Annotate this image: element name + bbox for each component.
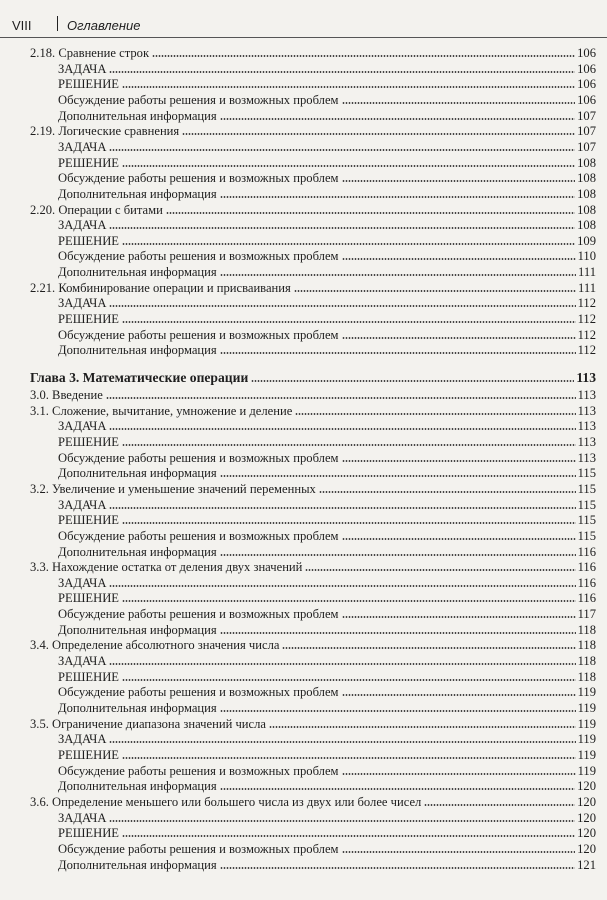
dot-leader: [294, 290, 576, 292]
toc-sub-entry: [58, 778, 600, 794]
toc-entry-label: 2.20. Операции с битами: [30, 202, 163, 217]
toc-sub-entry: [58, 311, 600, 327]
dot-leader: [342, 102, 575, 104]
toc-entry-label: ЗАДАЧА: [58, 139, 107, 154]
toc-entry-page: 115: [577, 466, 596, 481]
toc-entry-page: 108: [577, 171, 596, 186]
toc-entry-label: Обсуждение работы решения и возможных проблем: [58, 92, 339, 107]
dot-leader: [342, 337, 576, 339]
toc-entry-page: 106: [577, 46, 596, 60]
page-number: VIII: [12, 18, 32, 33]
dot-leader: [342, 258, 576, 260]
toc-entry-page: 116: [577, 575, 596, 590]
toc-sub-entry: [58, 857, 600, 873]
toc-sub-entry: [58, 418, 600, 434]
toc-entry-page: 119: [577, 701, 596, 715]
dot-leader: [109, 149, 575, 151]
dot-leader: [109, 585, 576, 587]
toc-entry-label: Обсуждение работы решения и возможных проблем: [58, 528, 339, 543]
dot-leader: [122, 444, 576, 446]
toc-section-entry: [30, 794, 600, 810]
toc-entry-page: 112: [577, 312, 596, 327]
toc-section-entry: [30, 202, 600, 218]
toc-entry-page: 111: [578, 280, 596, 295]
toc-entry-page: 112: [577, 296, 596, 311]
toc-entry-label: РЕШЕНИЕ: [58, 312, 119, 327]
toc-entry-label: ЗАДАЧА: [58, 497, 107, 512]
dot-leader: [106, 397, 576, 399]
toc-entry-page: 106: [577, 61, 596, 76]
dot-leader: [220, 274, 576, 276]
dot-leader: [122, 679, 576, 681]
toc-sub-entry: [58, 186, 600, 202]
toc-entry-label: ЗАДАЧА: [58, 732, 107, 747]
dot-leader: [109, 305, 576, 307]
toc-entry-page: 121: [577, 857, 596, 872]
toc-entry-label: ЗАДАЧА: [58, 61, 107, 76]
toc-entry-page: 115: [577, 528, 596, 543]
toc-entry-page: 116: [577, 544, 596, 559]
toc-entry-label: Глава 3. Математические операции: [30, 370, 249, 385]
toc-entry-label: Обсуждение работы решения и возможных проблем: [58, 327, 339, 342]
toc-sub-entry: [58, 497, 600, 513]
dot-leader: [251, 380, 574, 382]
toc-entry-label: Обсуждение работы решения и возможных проблем: [58, 841, 339, 856]
toc-entry-page: 113: [577, 388, 596, 402]
toc-sub-entry: [58, 327, 600, 343]
toc-sub-entry: [58, 731, 600, 747]
toc-entry-page: 107: [577, 124, 596, 139]
toc-entry-page: 118: [577, 669, 596, 684]
toc-entry-label: Дополнительная информация: [58, 343, 217, 358]
dot-leader: [342, 773, 576, 775]
dot-leader: [342, 460, 576, 462]
toc-entry-page: 112: [577, 343, 596, 358]
dot-leader: [220, 632, 576, 634]
dot-leader: [295, 413, 576, 415]
toc-entry-page: 119: [577, 763, 596, 778]
toc-entry-label: Дополнительная информация: [58, 622, 217, 637]
toc-entry-label: Обсуждение работы решения и возможных проблем: [58, 607, 339, 622]
toc-entry-label: Дополнительная информация: [58, 779, 217, 794]
toc-entry-page: 108: [577, 202, 596, 217]
toc-sub-entry: [58, 544, 600, 560]
toc-sub-entry: [58, 841, 600, 857]
dot-leader: [342, 538, 576, 540]
dot-leader: [424, 804, 575, 806]
toc-entry-label: РЕШЕНИЕ: [58, 155, 119, 170]
toc-sub-entry: [58, 434, 600, 450]
toc-sub-entry: [58, 264, 600, 280]
toc-entry-label: Дополнительная информация: [58, 108, 217, 123]
dot-leader: [122, 757, 576, 759]
dot-leader: [220, 352, 576, 354]
toc-entry-page: 115: [577, 481, 596, 496]
toc-section-entry: [30, 123, 600, 139]
toc-entry-page: 113: [577, 419, 596, 434]
toc-sub-entry: [58, 217, 600, 233]
toc-sub-entry: [58, 248, 600, 264]
toc-entry-page: 116: [577, 560, 596, 575]
toc-section-entry: [30, 387, 600, 403]
toc-entry-label: ЗАДАЧА: [58, 218, 107, 233]
toc-entry-label: РЕШЕНИЕ: [58, 233, 119, 248]
toc-section-entry: [30, 280, 600, 296]
toc-entry-page: 119: [577, 747, 596, 762]
toc-sub-entry: [58, 653, 600, 669]
toc-entry-page: 116: [577, 591, 596, 606]
dot-leader: [220, 554, 576, 556]
dot-leader: [220, 788, 575, 790]
toc-entry-label: 3.1. Сложение, вычитание, умножение и деление: [30, 403, 293, 418]
toc-entry-page: 106: [577, 77, 596, 92]
toc-section-entry: [30, 481, 600, 497]
dot-leader: [109, 663, 576, 665]
toc-entry-page: 119: [577, 732, 596, 747]
dot-leader: [122, 165, 575, 167]
toc-sub-entry: [58, 92, 600, 108]
toc-entry-label: Дополнительная информация: [58, 466, 217, 481]
toc-sub-entry: [58, 155, 600, 171]
toc-entry-label: Дополнительная информация: [58, 544, 217, 559]
toc-entry-page: 120: [577, 841, 596, 856]
dot-leader: [122, 835, 575, 837]
toc-entry-label: РЕШЕНИЕ: [58, 591, 119, 606]
dot-leader: [109, 741, 576, 743]
toc-entry-label: РЕШЕНИЕ: [58, 747, 119, 762]
toc-entry-page: 118: [577, 622, 596, 637]
toc-entry-page: 113: [577, 450, 596, 465]
toc-sub-entry: [58, 575, 600, 591]
toc-sub-entry: [58, 139, 600, 155]
toc-entry-label: РЕШЕНИЕ: [58, 434, 119, 449]
toc-entry-label: РЕШЕНИЕ: [58, 669, 119, 684]
toc-entry-label: 3.0. Введение: [30, 388, 103, 402]
dot-leader: [342, 180, 575, 182]
dot-leader: [109, 227, 575, 229]
toc-sub-entry: [58, 108, 600, 124]
toc-sub-entry: [58, 810, 600, 826]
toc-entry-page: 108: [577, 218, 596, 233]
toc-entry-page: 119: [577, 685, 596, 700]
toc-sub-entry: [58, 669, 600, 685]
toc-section-entry: [30, 559, 600, 575]
dot-leader: [220, 867, 575, 869]
toc-sub-entry: [58, 825, 600, 841]
toc-entry-page: 107: [577, 139, 596, 154]
toc-entry-label: Обсуждение работы решения и возможных проблем: [58, 763, 339, 778]
toc-sub-entry: [58, 684, 600, 700]
toc-entry-label: Обсуждение работы решения и возможных проблем: [58, 685, 339, 700]
toc-entry-page: 109: [577, 233, 596, 248]
dot-leader: [122, 321, 576, 323]
toc-entry-label: Обсуждение работы решения и возможных проблем: [58, 249, 339, 264]
dot-leader: [166, 212, 575, 214]
toc-entry-label: Обсуждение работы решения и возможных проблем: [58, 450, 339, 465]
toc-sub-entry: [58, 450, 600, 466]
toc-sub-entry: [58, 528, 600, 544]
dot-leader: [220, 196, 575, 198]
toc-entry-label: 2.19. Логические сравнения: [30, 124, 180, 139]
toc-entry-page: 120: [577, 794, 596, 809]
dot-leader: [109, 507, 576, 509]
toc-entry-label: РЕШЕНИЕ: [58, 77, 119, 92]
toc-entry-label: РЕШЕНИЕ: [58, 513, 119, 528]
dot-leader: [152, 55, 575, 57]
dot-leader: [122, 522, 576, 524]
toc-entry-label: 3.6. Определение меньшего или большего числа из двух или более чисел: [30, 794, 422, 809]
toc-entry-label: ЗАДАЧА: [58, 575, 107, 590]
toc-entry-page: 113: [577, 403, 596, 418]
toc-sub-entry: [58, 622, 600, 638]
dot-leader: [282, 647, 576, 649]
toc-entry-label: 2.18. Сравнение строк: [30, 46, 150, 60]
dot-leader: [269, 726, 576, 728]
toc-entry-page: 117: [577, 607, 596, 622]
toc-entry-page: 110: [577, 249, 596, 264]
toc-entry-label: Дополнительная информация: [58, 186, 217, 201]
dot-leader: [109, 71, 575, 73]
toc-entry-label: Дополнительная информация: [58, 265, 217, 280]
dot-leader: [220, 710, 576, 712]
dot-leader: [220, 118, 575, 120]
toc-entry-label: 3.4. Определение абсолютного значения числа: [30, 638, 280, 653]
dot-leader: [342, 851, 575, 853]
toc-entry-page: 118: [577, 638, 596, 653]
toc-entry-page: 120: [577, 810, 596, 825]
toc-entry-label: 3.5. Ограничение диапазона значений числа: [30, 716, 267, 731]
toc-sub-entry: [58, 763, 600, 779]
toc-entry-page: 120: [577, 779, 596, 794]
toc-sub-entry: [58, 170, 600, 186]
toc-entry-label: Дополнительная информация: [58, 857, 217, 872]
toc-entry-page: 113: [576, 370, 596, 385]
toc-section-entry: [30, 45, 600, 61]
toc-entry-page: 112: [577, 327, 596, 342]
toc-sub-entry: [58, 76, 600, 92]
toc-entry-page: 108: [577, 155, 596, 170]
toc-entry-page: 106: [577, 92, 596, 107]
toc-entry-label: РЕШЕНИЕ: [58, 826, 119, 841]
toc-entry-label: Дополнительная информация: [58, 701, 217, 715]
toc-entry-label: Обсуждение работы решения и возможных проблем: [58, 171, 339, 186]
toc-sub-entry: [58, 295, 600, 311]
toc-section-entry: [30, 716, 600, 732]
dot-leader: [342, 616, 576, 618]
toc-sub-entry: [58, 606, 600, 622]
dot-leader: [182, 133, 575, 135]
dot-leader: [122, 600, 576, 602]
toc-sub-entry: [58, 61, 600, 77]
toc-section-entry: [30, 637, 600, 653]
toc-entry-page: 119: [577, 716, 596, 731]
toc-entry-page: 115: [577, 497, 596, 512]
dot-leader: [319, 491, 576, 493]
toc-entry-label: 3.3. Нахождение остатка от деления двух значений: [30, 560, 303, 575]
toc-entry-label: 2.21. Комбинирование операции и присваивания: [30, 280, 291, 295]
toc-entry-label: ЗАДАЧА: [58, 810, 107, 825]
toc-entry-label: ЗАДАЧА: [58, 654, 107, 669]
dot-leader: [122, 86, 575, 88]
dot-leader: [122, 243, 575, 245]
toc-entry-page: 120: [577, 826, 596, 841]
toc-sub-entry: [58, 512, 600, 528]
toc-sub-entry: [58, 233, 600, 249]
toc-entry-page: 113: [577, 434, 596, 449]
toc-entry-page: 108: [577, 186, 596, 201]
toc-section-entry: [30, 403, 600, 419]
toc-chapter-entry: [30, 369, 600, 387]
toc-entry-page: 118: [577, 654, 596, 669]
toc-sub-entry: [58, 590, 600, 606]
toc-entry-page: 115: [577, 513, 596, 528]
dot-leader: [109, 820, 575, 822]
dot-leader: [342, 694, 576, 696]
dot-leader: [305, 569, 576, 571]
toc-entry-page: 111: [578, 265, 596, 280]
toc-sub-entry: [58, 747, 600, 763]
running-title: Оглавление: [67, 18, 141, 33]
toc-entry-label: 3.2. Увеличение и уменьшение значений переменных: [30, 481, 316, 496]
toc-sub-entry: [58, 465, 600, 481]
toc-entry-page: 107: [577, 108, 596, 123]
dot-leader: [109, 428, 576, 430]
toc-sub-entry: [58, 342, 600, 358]
toc-entry-label: ЗАДАЧА: [58, 419, 107, 434]
toc-entry-label: ЗАДАЧА: [58, 296, 107, 311]
dot-leader: [220, 475, 576, 477]
toc-sub-entry: [58, 700, 600, 716]
